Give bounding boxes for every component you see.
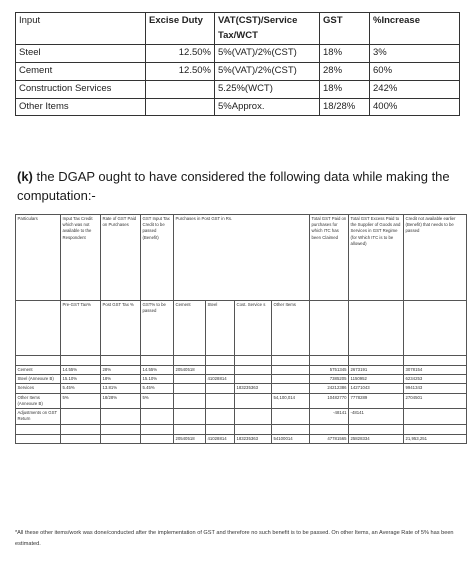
paragraph-marker: (k) [17,169,33,184]
header-vat: VAT(CST)/Service Tax/WCT [215,13,320,45]
vat-cell: 5.25%(WCT) [215,80,320,98]
subheader-steel: Steel [206,301,235,356]
vat-cell: 5%(VAT)/2%(CST) [215,45,320,63]
vat-cell: 5%Approx. [215,98,320,116]
excise-cell [146,98,215,116]
subheader-pre-gst: Pre-GST Tax% [61,301,101,356]
table-header-row [16,215,467,301]
footnote: *All these other items/work was done/conducted after the implementation of GST and therefore no such benefit is to be passed. On other Items, an Average Rate of 5% has been estimated. [15,530,454,547]
increase-cell: 3% [370,45,460,63]
table-row: Other Items (Annexure B) 5% 18/28% 5% 54,100,014 10482770 7778289 2704501 [16,393,467,408]
subheader-post-gst: Post GST Tax % [101,301,141,356]
input-cell: Other Items [16,98,146,116]
subheader-const-service: Cost. Service s [235,301,272,356]
gst-cell: 18/28% [320,98,370,116]
header-excess-paid: Total GST Excess Paid to the Supplier of Goods and Services in GST Regime (for Which ITC is to be allowed) [349,215,404,301]
vat-cell: 5%(VAT)/2%(CST) [215,63,320,81]
table-row: Cement 14.55% 28% 14.55% 20540518 5751345 2673191 3078154 [16,366,467,375]
table-row: Services 5.45% 13.81% 5.45% 183235363 24212386 14271043 9941343 [16,384,467,393]
header-increase: %Increase [370,13,460,45]
increase-cell: 242% [370,80,460,98]
header-rate-of-gst: Rate of GST Paid on Purchases [101,215,141,301]
paragraph-k [17,167,457,205]
header-particulars: Particulars [16,215,61,301]
gst-cell: 28% [320,63,370,81]
table-subheader-row [16,301,467,356]
header-itc-not-available: Input Tax Credit which was not available to the Respondent [61,215,101,301]
header-excise-duty: Excise Duty [146,13,215,45]
increase-cell: 400% [370,98,460,116]
input-cell: Construction Services [16,80,146,98]
subheader-gst-pct: GST% to be passed [141,301,174,356]
table-row [16,98,460,116]
table-row [16,80,460,98]
table-row [16,63,460,81]
input-cell: Steel [16,45,146,63]
header-input: Input [16,13,146,45]
subheader-other-items: Other Items [272,301,310,356]
table-total-row: 20540518 41028814 183235363 54100014 47781565 25828334 21,953,251 [16,434,467,443]
excise-cell: 12.50% [146,45,215,63]
header-gst-itc-benefit: GST Input Tax Credit to be passed (Benefit) [141,215,174,301]
header-credit-not-available: Credit not available earlier (Benefit) that needs to be passed [404,215,467,301]
table-row [16,45,460,63]
increase-cell: 60% [370,63,460,81]
spacer-row [16,356,467,366]
computation-data-table [15,214,467,444]
spacer-row [16,424,467,434]
table-row: Steel (Annexure B) 15.10% 18% 15.10% 41028814 7385205 1150952 6234253 [16,375,467,384]
excise-cell [146,80,215,98]
table-header-row [16,13,460,45]
paragraph-text: the DGAP ought to have considered the following data while making the computation:- [17,169,450,203]
tax-rate-comparison-table [15,12,460,116]
input-cell: Cement [16,63,146,81]
excise-cell: 12.50% [146,63,215,81]
header-gst: GST [320,13,370,45]
header-total-gst-paid: Total GST Paid on purchases for which ITC has been Claimed [310,215,349,301]
gst-cell: 18% [320,45,370,63]
header-purchases: Purchases in Post GST in Rs. [174,215,310,301]
gst-cell: 18% [320,80,370,98]
table-row: Adjustments on GST Return -48141 -48141 [16,409,467,424]
subheader-cement: Cement [174,301,206,356]
